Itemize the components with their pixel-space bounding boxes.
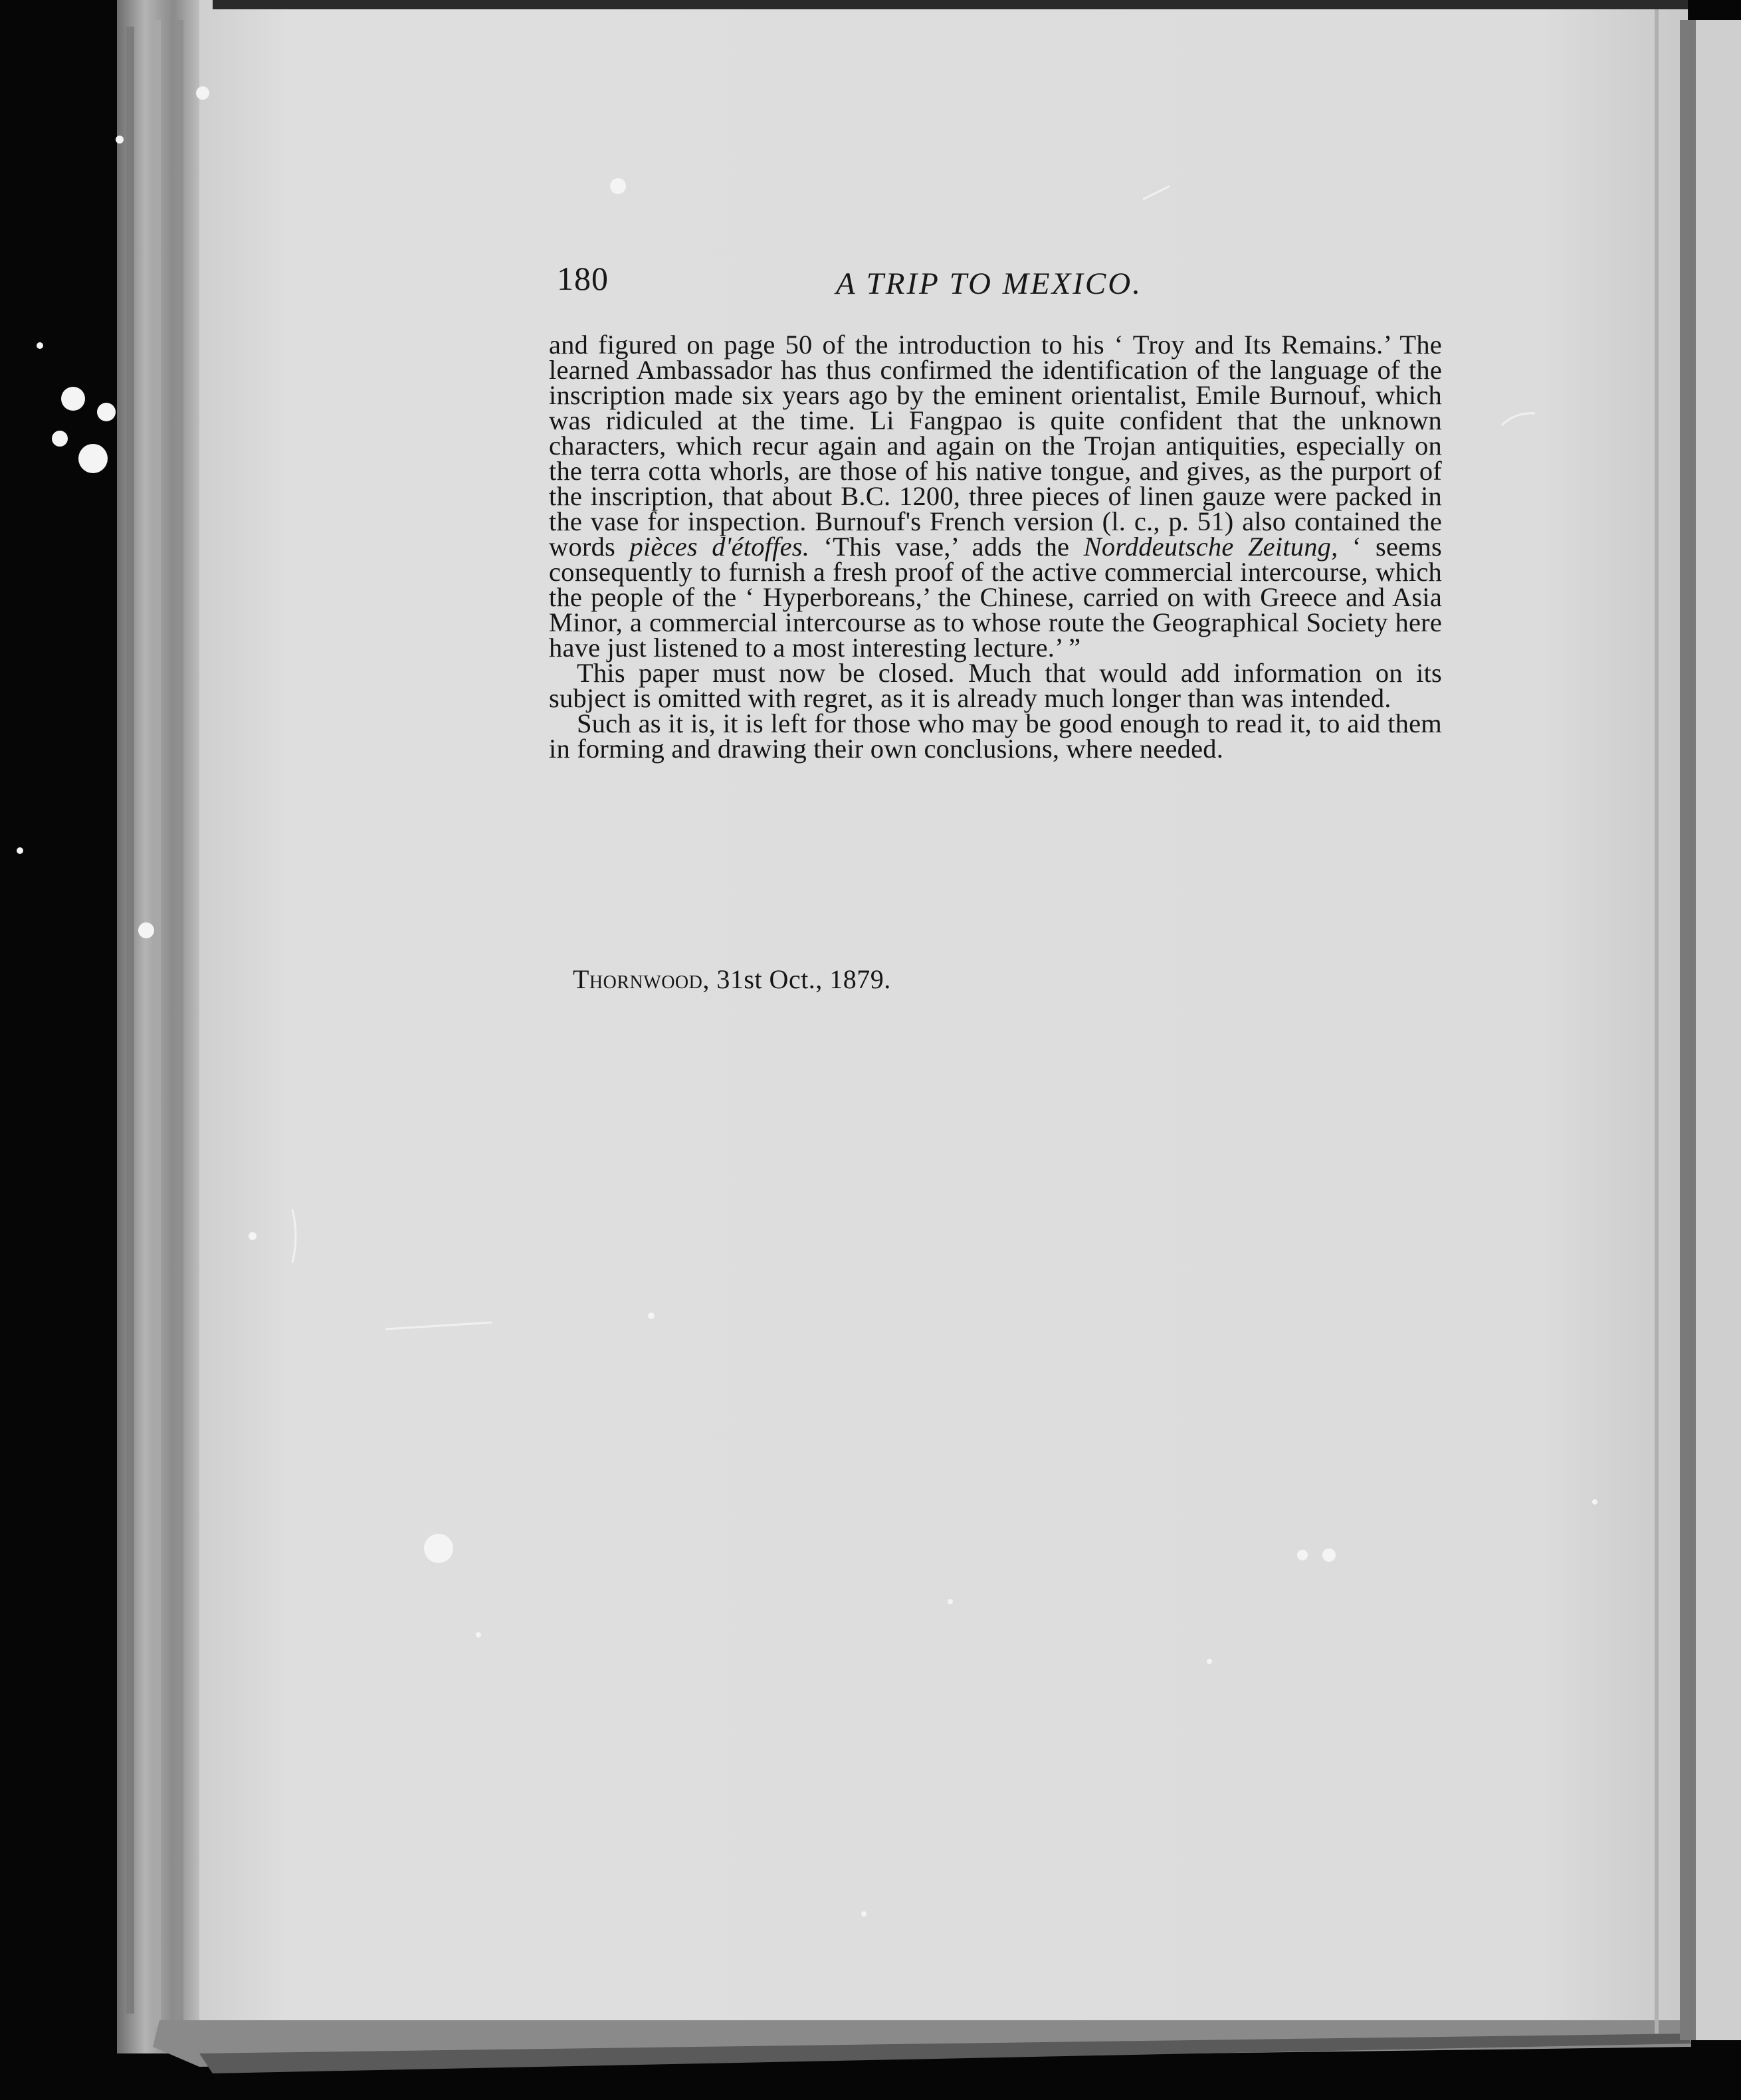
paragraph-1-italic-pieces: pièces d'étoffes. (629, 532, 810, 562)
paragraph-1-italic-zeitung: Norddeutsche Zeitung, (1083, 532, 1338, 562)
paragraph-1-part-c: ‘ seems consequently to furnish a fresh proof of the active commercial intercourse, which the people of the ‘ Hyperboreans,’ the Chinese, carried on with Greece and Asia Minor, a commercial intercourse as to whose route the Geographical Society here have just listened to a most interesting lecture.’ ” (549, 532, 1443, 663)
running-head (557, 259, 1441, 299)
signature-date: , 31st Oct., 1879. (702, 964, 891, 994)
paragraph-1-part-a: and figured on page 50 of the introduction to his ‘ Troy and Its Remains.’ The learned Ambassador has thus confirmed the identification of the language of the inscription made six years ago by the eminent orientalist, Emile Burnouf, which was ridiculed at the time. Li Fangpao is quite confident that the unknown characters, which recur again and again on the Trojan antiquities, especially on the terra cotta whorls, are those of his native tongue, and gives, as the purport of the inscription, that about B.C. 1200, three pieces of linen gauze were packed in the vase for inspection. Burnouf's French version (l. c., p. 51) also contained the words (549, 330, 1442, 562)
paragraph-1-part-b: ‘This vase,’ adds the (823, 532, 1070, 562)
running-title: A TRIP TO MEXICO. (836, 266, 1142, 301)
page-number: 180 (557, 260, 609, 297)
signature-line (573, 964, 891, 995)
signature-place: Thornwood (573, 964, 703, 994)
body-text (549, 332, 1442, 762)
page-surface (199, 0, 1691, 2053)
paragraph-2: This paper must now be closed. Much that would add information on its subject is omitted with regret, as it is already much longer than was intended. (549, 658, 1442, 713)
paragraph-3: Such as it is, it is left for those who may be good enough to read it, to aid them in forming and drawing their own conclusions, where needed. (549, 708, 1442, 764)
facing-page-edge (1680, 20, 1697, 2040)
paragraph-1 (549, 332, 1442, 661)
